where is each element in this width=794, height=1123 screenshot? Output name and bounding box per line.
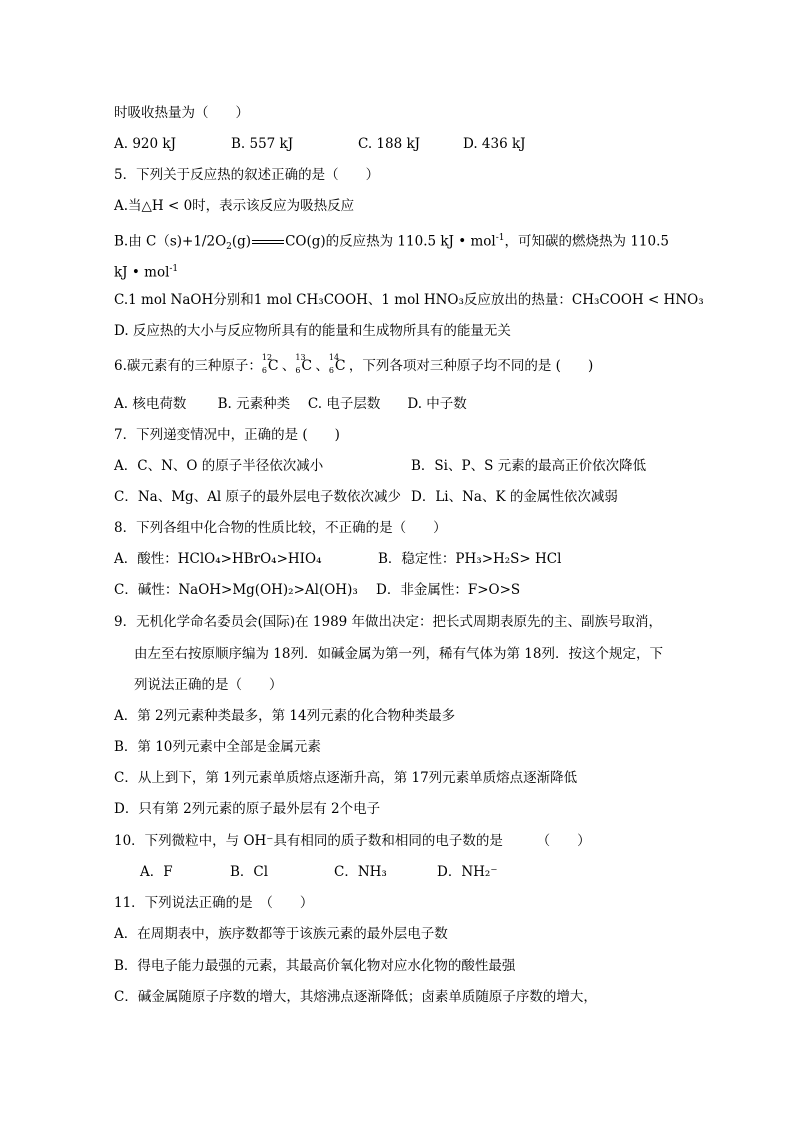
question-7-option-c: C．Na、Mg、Al 原子的最外层电子数依次减少 xyxy=(114,489,402,505)
option-a: A. 920 kJ xyxy=(114,136,176,152)
atomic-number: 6 xyxy=(295,366,301,375)
question-6: 6.碳元素有的三种原子： 12 6 C 、 13 6 C 、 14 6 C ，下列各项对三种原子均不同的是 ( ) xyxy=(114,353,594,375)
q5b-part1: B.由 C（s)+1/2O xyxy=(114,233,227,250)
question-10-option-d: D．NH₂⁻ xyxy=(437,864,498,880)
equilibrium-sign xyxy=(252,240,284,244)
question-11-option-a: A．在周期表中，族序数都等于该族元素的最外层电子数 xyxy=(114,926,448,942)
q5b-unit: kJ • mol xyxy=(114,264,170,281)
question-9-option-a: A．第 2列元素种类最多，第 14列元素的化合物种类最多 xyxy=(114,708,456,724)
question-7-option-b: B．Si、P、S 元素的最高正价依次降低 xyxy=(411,458,647,474)
element-symbol: C xyxy=(267,358,279,374)
question-7-option-d: D．Li、Na、K 的金属性依次减弱 xyxy=(411,489,618,505)
question-5: 5．下列关于反应热的叙述正确的是（ ） xyxy=(114,167,380,183)
question-9-option-d: D．只有第 2列元素的原子最外层有 2个电子 xyxy=(114,801,381,817)
question-9-option-c: C．从上到下，第 1列元素单质熔点逐渐升高，第 17列元素单质熔点逐渐降低 xyxy=(114,770,578,786)
question-10: 10．下列微粒中，与 OH⁻具有相同的质子数和相同的电子数的是 （ ） xyxy=(114,833,591,849)
mass-number: 14 xyxy=(328,353,340,362)
question-11: 11．下列说法正确的是 （ ） xyxy=(114,895,314,911)
question-10-option-b: B．Cl xyxy=(230,864,269,880)
question-6-options: A. 核电荷数 B. 元素种类 C. 电子层数 D. 中子数 xyxy=(114,396,467,412)
option-b: B. 557 kJ xyxy=(231,136,294,152)
q6-suffix: ，下列各项对三种原子均不同的是 ( ) xyxy=(348,358,594,374)
question-9-line-1: 9．无机化学命名委员会(国际)在 1989 年做出决定：把长式周期表原先的主、副族号取消， xyxy=(114,614,663,630)
question-11-option-c: C．碱金属随原子序数的增大，其熔沸点逐渐降低；卤素单质随原子序数的增大， xyxy=(114,989,597,1005)
mass-number: 13 xyxy=(295,353,306,362)
isotope-c13 xyxy=(295,353,315,375)
question-8-option-a: A．酸性：HClO₄>HBrO₄>HIO₄ xyxy=(114,551,322,567)
superscript: -1 xyxy=(495,233,505,243)
question-9-line-2: 由左至右按原顺序编为 18列．如碱金属为第一列，稀有气体为第 18列．按这个规定，下 xyxy=(134,646,663,662)
question-5-option-b xyxy=(114,229,669,256)
q6-prefix: 6.碳元素有的三种原子： xyxy=(114,358,262,374)
question-8: 8．下列各组中化合物的性质比较，不正确的是（ ） xyxy=(114,520,447,536)
question-9-option-b: B．第 10列元素中全部是金属元素 xyxy=(114,739,321,755)
q5b-part2: (g) xyxy=(231,233,252,250)
option-d: D. 436 kJ xyxy=(463,136,526,152)
option-c: C. 188 kJ xyxy=(358,136,421,152)
atomic-number: 6 xyxy=(328,366,334,375)
question-8-option-c: C．碱性：NaOH>Mg(OH)₂>Al(OH)₃ xyxy=(114,582,358,598)
question-10-option-c: C．NH₃ xyxy=(334,864,387,880)
question-9-line-3: 列说法正确的是（ ） xyxy=(134,677,283,693)
question-7: 7．下列递变情况中，正确的是 ( ) xyxy=(114,427,340,443)
atomic-number: 6 xyxy=(261,366,267,375)
question-8-option-b: B．稳定性：PH₃>H₂S> HCl xyxy=(378,551,562,567)
question-11-option-b: B．得电子能力最强的元素，其最高价氧化物对应水化物的酸性最强 xyxy=(114,958,516,974)
question-5-option-c: C.1 mol NaOH分别和1 mol CH₃COOH、1 mol HNO₃反应放出的热量：CH₃COOH < HNO₃ xyxy=(114,292,704,308)
superscript: -1 xyxy=(169,264,179,274)
question-7-option-a: A．C、N、O 的原子半径依次减小 xyxy=(114,458,324,474)
question-8-option-d: D．非金属性：F>O>S xyxy=(376,582,521,598)
isotope-c14 xyxy=(328,353,349,375)
question-5-option-d: D. 反应热的大小与反应物所具有的能量和生成物所具有的能量无关 xyxy=(114,323,511,339)
isotope-c12 xyxy=(261,353,282,375)
question-5-option-a: A.当△H < 0时，表示该反应为吸热反应 xyxy=(114,198,355,214)
subscript: 2 xyxy=(226,242,232,253)
element-symbol: C xyxy=(334,358,346,374)
question-4-tail: 时吸收热量为（ ） xyxy=(114,105,249,121)
question-5-option-b-cont xyxy=(114,260,178,282)
q5b-part4: ，可知碳的燃烧热为 110.5 xyxy=(504,233,669,250)
element-symbol: C xyxy=(301,358,313,374)
question-10-option-a: A．F xyxy=(140,864,173,880)
mass-number: 12 xyxy=(261,353,273,362)
q5b-part3: CO(g)的反应热为 110.5 kJ • mol xyxy=(285,233,496,250)
